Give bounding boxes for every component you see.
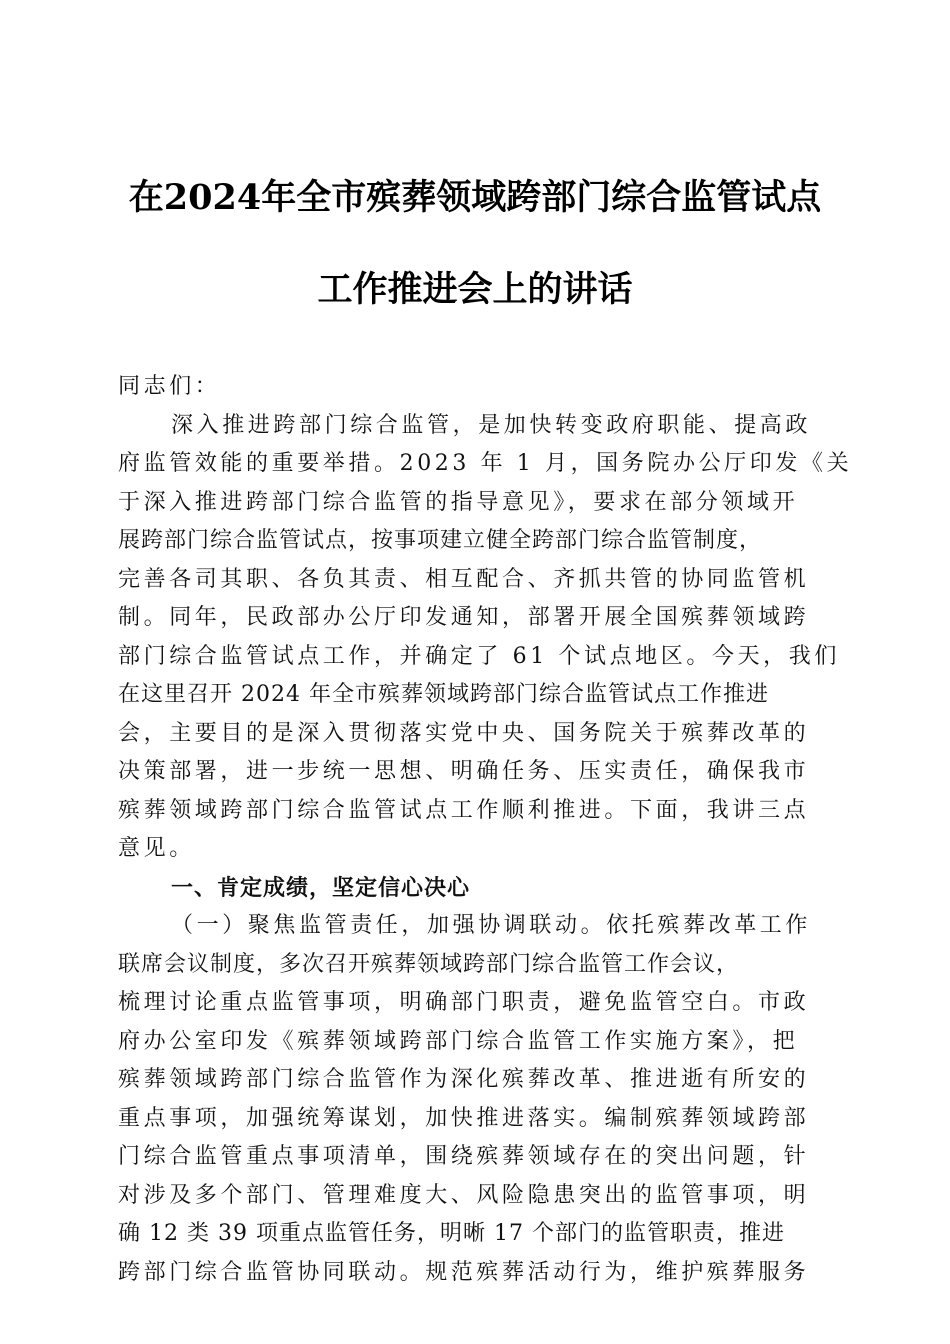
paragraph-line: 门综合监管重点事项清单，围绕殡葬领域存在的突出问题，针	[118, 1144, 810, 1169]
paragraph-line: 确 12 类 39 项重点监管任务，明晰 17 个部门的监管职责，推进	[118, 1221, 785, 1246]
paragraph-line: 于深入推进跨部门综合监管的指导意见》，要求在部分领域开	[118, 489, 799, 515]
speech-body	[118, 368, 853, 1292]
title-line-1: 在2024年全市殡葬领域跨部门综合监管试点	[128, 177, 822, 218]
paragraph-line: 部门综合监管试点工作，并确定了 61 个试点地区。今天，我们	[118, 643, 840, 669]
paragraph-line: 府办公室印发《殡葬领域跨部门综合监管工作实施方案》，把	[118, 1028, 799, 1054]
paragraph-line: 殡葬领域跨部门综合监管作为深化殡葬改革、推进逝有所安的	[118, 1067, 810, 1092]
paragraph-line: 对涉及多个部门、管理难度大、风险隐患突出的监管事项，明	[118, 1182, 810, 1208]
paragraph-line: 意见。	[118, 836, 195, 861]
paragraph-line: 制。同年，民政部办公厅印发通知，部署开展全国殡葬领域跨	[118, 605, 810, 630]
paragraph-line: 决策部署，进一步统一思想、明确任务、压实责任，确保我市	[118, 759, 810, 784]
paragraph-line: 梳理讨论重点监管事项，明确部门职责，避免监管空白。市政	[118, 990, 810, 1015]
section-heading: 一、肯定成绩，坚定信心决心	[171, 874, 471, 901]
paragraph-line: 殡葬领域跨部门综合监管试点工作顺利推进。下面，我讲三点	[118, 797, 810, 823]
paragraph-line: 重点事项，加强统筹谋划，加快推进落实。编制殡葬领域跨部	[118, 1105, 810, 1131]
paragraph-line: 完善各司其职、各负其责、相互配合、齐抓共管的协同监管机	[118, 566, 810, 592]
paragraph-line: 府监管效能的重要举措。2023 年 1 月，国务院办公厅印发《关	[118, 451, 853, 476]
title-line-2: 工作推进会上的讲话	[317, 269, 633, 310]
subsection-line: （一）聚焦监管责任，加强协调联动。依托殡葬改革工作	[171, 913, 812, 938]
paragraph-line: 跨部门综合监管协同联动。规范殡葬活动行为，维护殡葬服务	[118, 1259, 810, 1285]
salutation: 同志们：	[118, 374, 221, 399]
paragraph-line: 在这里召开 2024 年全市殡葬领域跨部门综合监管试点工作推进	[118, 682, 769, 707]
paragraph-line: 深入推进跨部门综合监管，是加快转变政府职能、提高政	[171, 412, 812, 438]
paragraph-line: 展跨部门综合监管试点，按事项建立健全跨部门综合监管制度，	[118, 528, 763, 553]
paragraph-line: 会，主要目的是深入贯彻落实党中央、国务院关于殡葬改革的	[118, 720, 810, 746]
paragraph-line: 联席会议制度，多次召开殡葬领域跨部门综合监管工作会议，	[118, 951, 740, 977]
